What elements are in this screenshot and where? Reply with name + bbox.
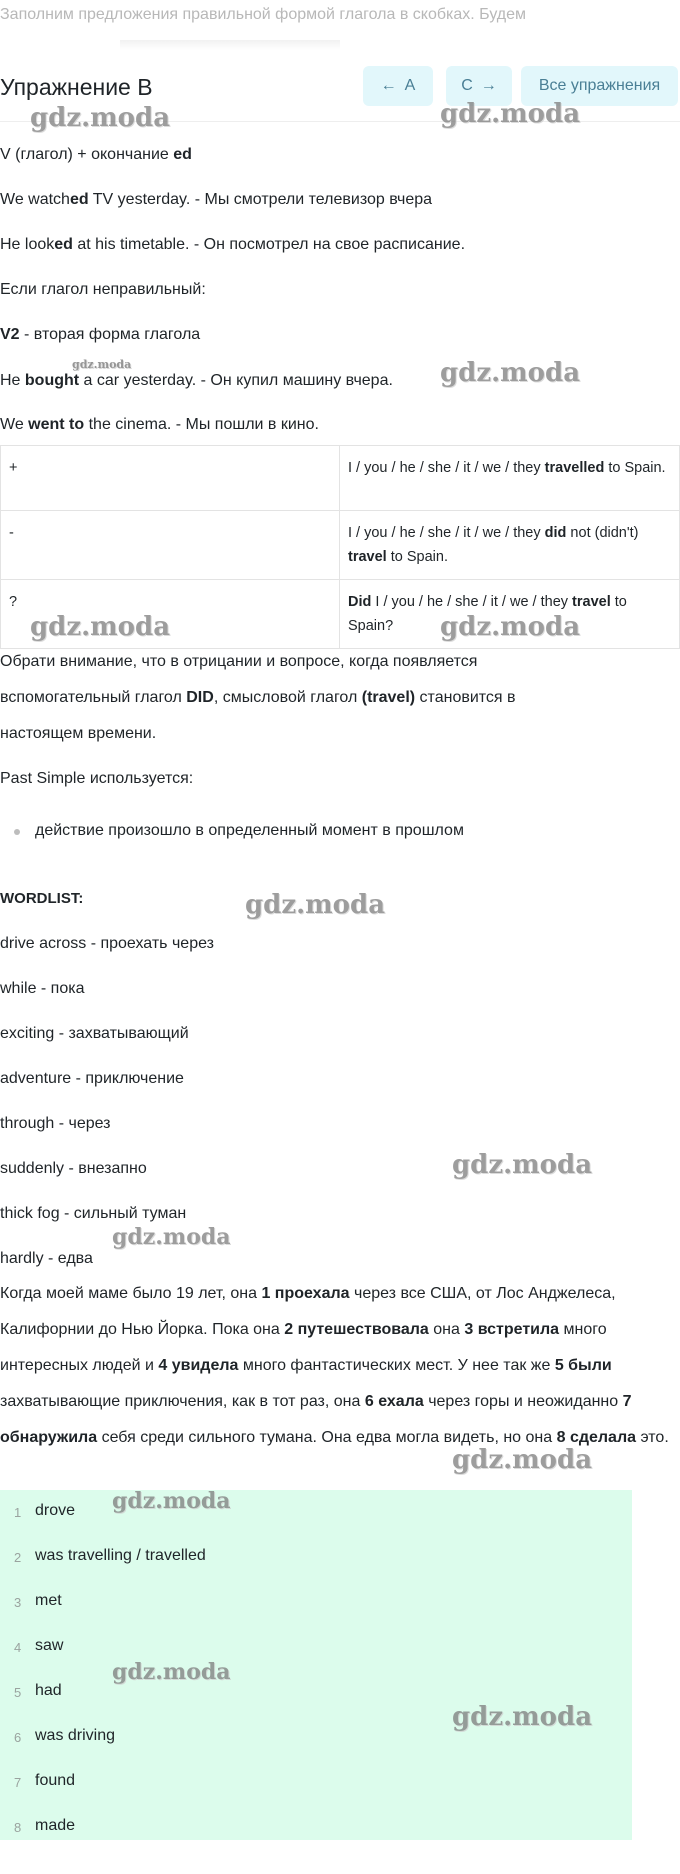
sign-cell: + (1, 446, 340, 511)
list-item: 1 drove (14, 1502, 76, 1520)
list-item: 2 was travelling / travelled (14, 1547, 206, 1565)
faded-strip (120, 40, 340, 50)
rule-line: He looked at his timetable. - Он посмотрел на свое расписание. (0, 236, 466, 253)
form-cell: I / you / he / she / it / we / they did not (didn't) travel to Spain. (340, 511, 680, 580)
list-item: 4 saw (14, 1637, 64, 1655)
next-exercise-label: C (461, 77, 473, 94)
watermark: gdz.moda (452, 1445, 593, 1475)
list-item: 8 made (14, 1817, 76, 1835)
list-item: 3 met (14, 1592, 62, 1610)
list-item: 6 was driving (14, 1727, 116, 1745)
faded-previous-text: Заполним предложения правильной формой глагола в скобках. Будем (0, 6, 527, 23)
watermark: gdz.moda (30, 103, 171, 133)
wordlist-item: adventure - приключение (0, 1070, 184, 1087)
page-title: Упражнение B (0, 74, 153, 100)
watermark: gdz.moda (30, 612, 171, 642)
rule-line: We watched TV yesterday. - Мы смотрели телевизор вчера (0, 191, 433, 208)
wordlist-item: thick fog - сильный туман (0, 1205, 187, 1222)
watermark: gdz.moda (452, 1702, 593, 1732)
rule-line: We went to the cinema. - Мы пошли в кино. (0, 416, 319, 433)
sign-cell: - (1, 511, 340, 580)
list-item: 7 found (14, 1772, 76, 1790)
prev-exercise-button[interactable] (363, 66, 433, 106)
watermark: gdz.moda (112, 1659, 231, 1685)
watermark: gdz.moda (245, 890, 386, 920)
table-row (1, 446, 680, 511)
watermark: gdz.moda (440, 358, 581, 388)
story-paragraph: Когда моей маме было 19 лет, она 1 проехала через все США, от Лос Анджелеса, Калифорнии до Нью Йорка. Пока она 2 путешествовала она 3 встретила много интересных людей и 4 увидела много фантастических мест. У нее так же 5 были захватывающие приключения, как в тот раз, она 6 ехала через горы и неожиданно 7 обнаружила себя среди сильного тумана. Она едва могла видеть, но она 8 сделала это. (0, 1285, 669, 1446)
rule-line: V (глагол) + окончание ed (0, 146, 192, 163)
usage-item: действие произошло в определенный момент в прошлом (35, 822, 464, 839)
note-paragraph: Обрати внимание, что в отрицании и вопросе, когда появляется вспомогательный глагол DID, смысловой глагол (travel) становится в настоящем времени. (0, 653, 516, 742)
answers-list (0, 1490, 632, 1840)
wordlist-item: while - пока (0, 980, 85, 997)
form-cell: I / you / he / she / it / we / they travelled to Spain. (340, 446, 680, 511)
arrow-right-icon: → (480, 77, 497, 94)
wordlist-item: exciting - захватывающий (0, 1025, 189, 1042)
wordlist-item: suddenly - внезапно (0, 1160, 147, 1177)
rule-line: He bought a car yesterday. - Он купил машину вчера. (0, 372, 393, 389)
wordlist-item: drive across - проехать через (0, 935, 214, 952)
watermark: gdz.moda (112, 1488, 231, 1514)
usage-title: Past Simple используется: (0, 770, 194, 787)
form-cell: Did I / you / he / she / it / we / they travel to Spain? (340, 580, 680, 649)
wordlist-item: hardly - едва (0, 1250, 93, 1267)
watermark: gdz.moda (440, 612, 581, 642)
watermark: gdz.moda (452, 1150, 593, 1180)
bullet-icon (14, 829, 20, 835)
table-row (1, 511, 680, 580)
rule-line: V2 - вторая форма глагола (0, 326, 201, 343)
list-item: 5 had (14, 1682, 62, 1700)
all-exercises-button[interactable]: Все упражнения (521, 66, 678, 106)
prev-exercise-label: A (404, 77, 416, 94)
rule-line: Если глагол неправильный: (0, 281, 206, 298)
watermark: gdz.moda (440, 99, 581, 129)
wordlist-title: WORDLIST: (0, 890, 84, 907)
wordlist-item: through - через (0, 1115, 111, 1132)
arrow-left-icon: ← (380, 77, 397, 94)
watermark: gdz.moda (112, 1224, 231, 1250)
watermark: gdz.moda (72, 358, 132, 371)
sign-cell: ? (1, 580, 340, 649)
